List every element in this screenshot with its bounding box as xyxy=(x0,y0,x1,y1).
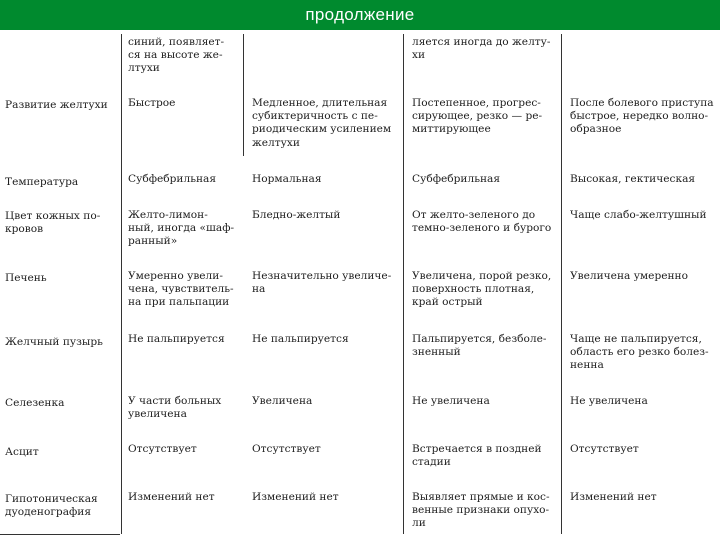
row-col2: Не пальпируется xyxy=(252,333,349,345)
row-col3: Субфебрильная xyxy=(412,173,501,185)
row-col2: Незначительно увеличе- на xyxy=(252,270,392,296)
slide-title: продолжение xyxy=(305,5,415,24)
column-divider xyxy=(243,34,244,156)
row-label: Температура xyxy=(5,176,79,188)
row-label: Селезенка xyxy=(5,397,65,409)
row-col4: Отсутствует xyxy=(570,443,639,455)
row-label: Печень xyxy=(5,272,47,284)
row-label: Гипотоническая дуоденография xyxy=(5,493,98,519)
row-col4: Изменений нет xyxy=(570,491,657,503)
row-col1: Субфебрильная xyxy=(128,173,217,185)
row-col3: Встречается в поздней стадии xyxy=(412,443,542,469)
slide-header-bar xyxy=(0,0,720,30)
row-col4: Увеличена умеренно xyxy=(570,270,688,282)
row-col4: Не увеличена xyxy=(570,395,648,407)
row-col4: После болевого приступа быстрое, нередко волно- образное xyxy=(570,97,714,136)
row-col1: Быстрое xyxy=(128,97,176,109)
row-col1: Не пальпируется xyxy=(128,333,225,345)
row-col4: Чаще не пальпируется, область его резко болез- ненна xyxy=(570,333,709,372)
row-col3: Пальпируется, безболе- зненный xyxy=(412,333,547,359)
row-label: Развитие желтухи xyxy=(5,99,108,111)
continuation-col1: синий, появляет- ся на высоте же- лтухи xyxy=(128,36,225,75)
row-col3: От желто-зеленого до темно-зеленого и бурого xyxy=(412,209,552,235)
row-col3: Выявляет прямые и кос- венные признаки опухо- ли xyxy=(412,491,550,530)
row-col2: Отсутствует xyxy=(252,443,321,455)
row-col1: Отсутствует xyxy=(128,443,197,455)
row-col4: Высокая, гектическая xyxy=(570,173,696,185)
row-divider xyxy=(0,534,120,535)
row-col2: Увеличена xyxy=(252,395,313,407)
row-col3: Увеличена, порой резко, поверхность плотная, край острый xyxy=(412,270,552,309)
row-col2: Бледно-желтый xyxy=(252,209,341,221)
row-col1: Изменений нет xyxy=(128,491,215,503)
row-col2: Медленное, длительная субиктеричность с пе- риодическим усилением желтухи xyxy=(252,97,392,149)
row-col3: Постепенное, прогрес- сирующее, резко — ре- миттирующее xyxy=(412,97,543,136)
continuation-col3: ляется иногда до желту- хи xyxy=(412,36,551,62)
row-col1: У части больных увеличена xyxy=(128,395,222,421)
column-divider xyxy=(121,34,122,534)
row-label: Цвет кожных по- кровов xyxy=(5,210,101,236)
row-label: Желчный пузырь xyxy=(5,336,103,348)
row-label: Асцит xyxy=(5,446,39,458)
row-col2: Изменений нет xyxy=(252,491,339,503)
row-col1: Желто-лимон- ный, иногда «шаф- ранный» xyxy=(128,209,235,248)
row-col3: Не увеличена xyxy=(412,395,490,407)
column-divider xyxy=(403,34,404,534)
row-col1: Умеренно увели- чена, чувствитель- на при пальпации xyxy=(128,270,234,309)
row-col4: Чаще слабо-желтушный xyxy=(570,209,707,221)
row-col2: Нормальная xyxy=(252,173,322,185)
column-divider xyxy=(561,34,562,534)
